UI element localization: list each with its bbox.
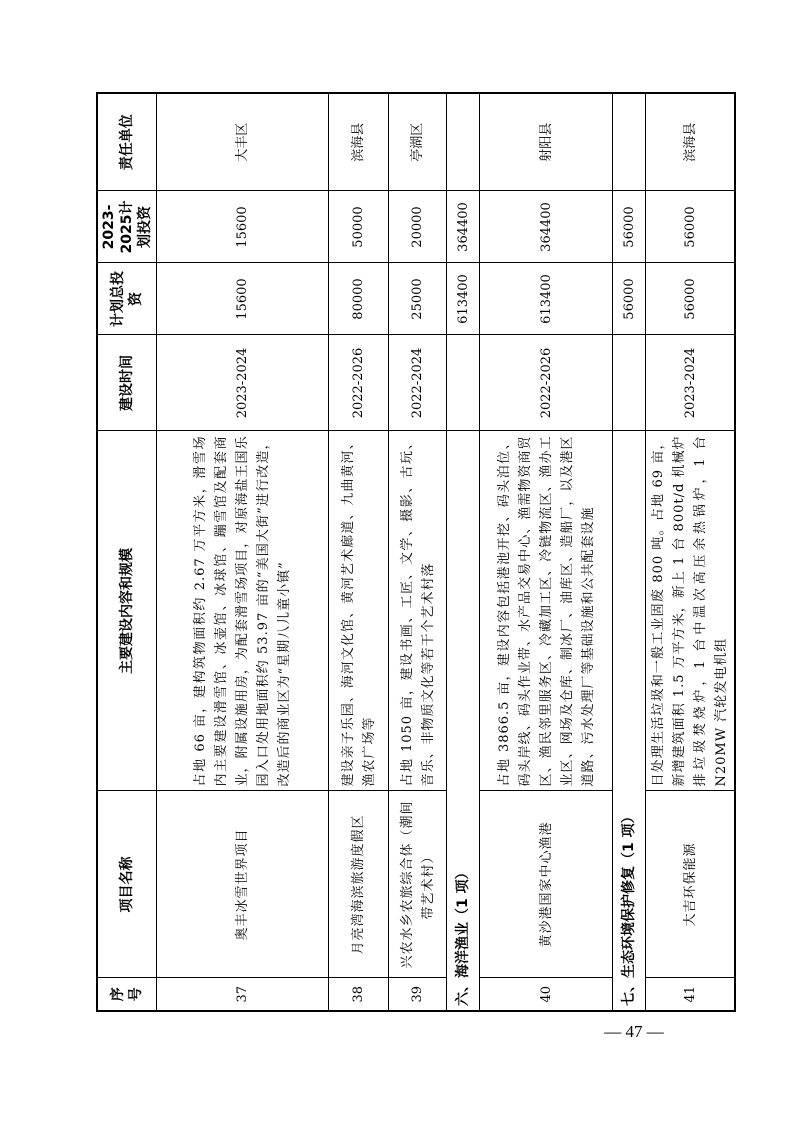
cell-unit: 滨海县 xyxy=(646,93,736,191)
cell-no: 37 xyxy=(157,978,329,1011)
cell-time-empty xyxy=(447,335,480,431)
cell-no: 40 xyxy=(480,978,613,1011)
cell-no: 39 xyxy=(389,978,447,1011)
cell-time: 2022-2026 xyxy=(329,335,389,431)
header-name: 项目名称 xyxy=(97,791,157,978)
cell-unit: 滨海县 xyxy=(329,93,389,191)
cell-unit-empty xyxy=(613,93,646,191)
header-unit: 责任单位 xyxy=(97,93,157,191)
cell-no: 41 xyxy=(646,978,736,1011)
cell-time-empty xyxy=(613,335,646,431)
rotated-table-container xyxy=(96,94,729,1012)
cell-unit: 大丰区 xyxy=(157,93,329,191)
cell-plan: 50000 xyxy=(329,191,389,263)
cell-name: 兴农水乡农旅综合体（潮间带艺术村） xyxy=(389,791,447,978)
cell-unit: 亭湖区 xyxy=(389,93,447,191)
cell-plan: 56000 xyxy=(646,191,736,263)
header-content: 主要建设内容和规模 xyxy=(97,431,157,791)
cell-total: 613400 xyxy=(480,263,613,335)
table-row xyxy=(389,93,447,1011)
section-row xyxy=(447,93,480,1011)
cell-plan: 364400 xyxy=(480,191,613,263)
table-row xyxy=(480,93,613,1011)
cell-no: 38 xyxy=(329,978,389,1011)
cell-name: 黄沙港国家中心渔港 xyxy=(480,791,613,978)
cell-time: 2022-2026 xyxy=(480,335,613,431)
project-table xyxy=(96,92,736,1012)
section-row xyxy=(613,93,646,1011)
cell-unit: 射阳县 xyxy=(480,93,613,191)
cell-total: 25000 xyxy=(389,263,447,335)
header-no: 序号 xyxy=(97,978,157,1011)
section-total: 613400 xyxy=(447,263,480,335)
cell-unit-empty xyxy=(447,93,480,191)
cell-total: 15600 xyxy=(157,263,329,335)
table-header-row xyxy=(97,93,157,1011)
table-row xyxy=(646,93,736,1011)
header-time: 建设时间 xyxy=(97,335,157,431)
table-row xyxy=(157,93,329,1011)
section-plan: 56000 xyxy=(613,191,646,263)
cell-name: 奥丰冰雪世界项目 xyxy=(157,791,329,978)
page-number: — 47 — xyxy=(604,1022,664,1041)
section-label: 六、海洋渔业（1 项） xyxy=(447,431,480,1011)
cell-plan: 20000 xyxy=(389,191,447,263)
section-plan: 364400 xyxy=(447,191,480,263)
cell-name: 大吉环保能源 xyxy=(646,791,736,978)
cell-plan: 15600 xyxy=(157,191,329,263)
header-total: 计划总投资 xyxy=(97,263,157,335)
cell-content: 日处理生活垃圾和一般工业固废 800 吨。占地 69 亩，新增建筑面积 1.5 万平方米，新上 1 台 800t/d 机械炉排垃圾焚烧炉，1 台中温次高压余热锅炉，1 台 N20MW 汽轮发电机组 xyxy=(646,431,736,791)
cell-time: 2022-2024 xyxy=(389,335,447,431)
header-plan: 2023-2025计划投资 xyxy=(97,191,157,263)
cell-name: 月亮湾海滨旅游度假区 xyxy=(329,791,389,978)
cell-total: 80000 xyxy=(329,263,389,335)
cell-total: 56000 xyxy=(646,263,736,335)
cell-content: 占地 66 亩，建构筑物面积约 2.67 万平方米，滑雪场内主要建设滑雪馆、冰壶馆、冰球馆、蹦雪馆及配套商业，附属设施用房，为配套滑雪场项目，对原海盐王国乐园入口处用地面积约 53.97 亩的“美国大街”进行改造，改造后的商业区为“星期八儿童小镇” xyxy=(157,431,329,791)
section-total: 56000 xyxy=(613,263,646,335)
cell-content: 占地 3866.5 亩，建设内容包括港池开挖、码头泊位、码头岸线、码头作业带、水产品交易中心、渔需物资商贸区、渔民邻里服务区、冷藏加工区、冷链物流区、渔办工业区、网场及仓库、制冰厂、油库区、造船厂，以及港区道路、污水处理厂等基础设施和公共配套设施 xyxy=(480,431,613,791)
cell-content: 占地 1050 亩，建设书画、工匠、文学、摄影、古玩、音乐、非物质文化等若干个艺术村落 xyxy=(389,431,447,791)
cell-content: 建设亲子乐园、海河文化馆、黄河艺术廊道、九曲黄河、渔农广场等 xyxy=(329,431,389,791)
cell-time: 2023-2024 xyxy=(157,335,329,431)
section-label: 七、生态环境保护修复（1 项） xyxy=(613,431,646,1011)
cell-time: 2023-2024 xyxy=(646,335,736,431)
table-row xyxy=(329,93,389,1011)
